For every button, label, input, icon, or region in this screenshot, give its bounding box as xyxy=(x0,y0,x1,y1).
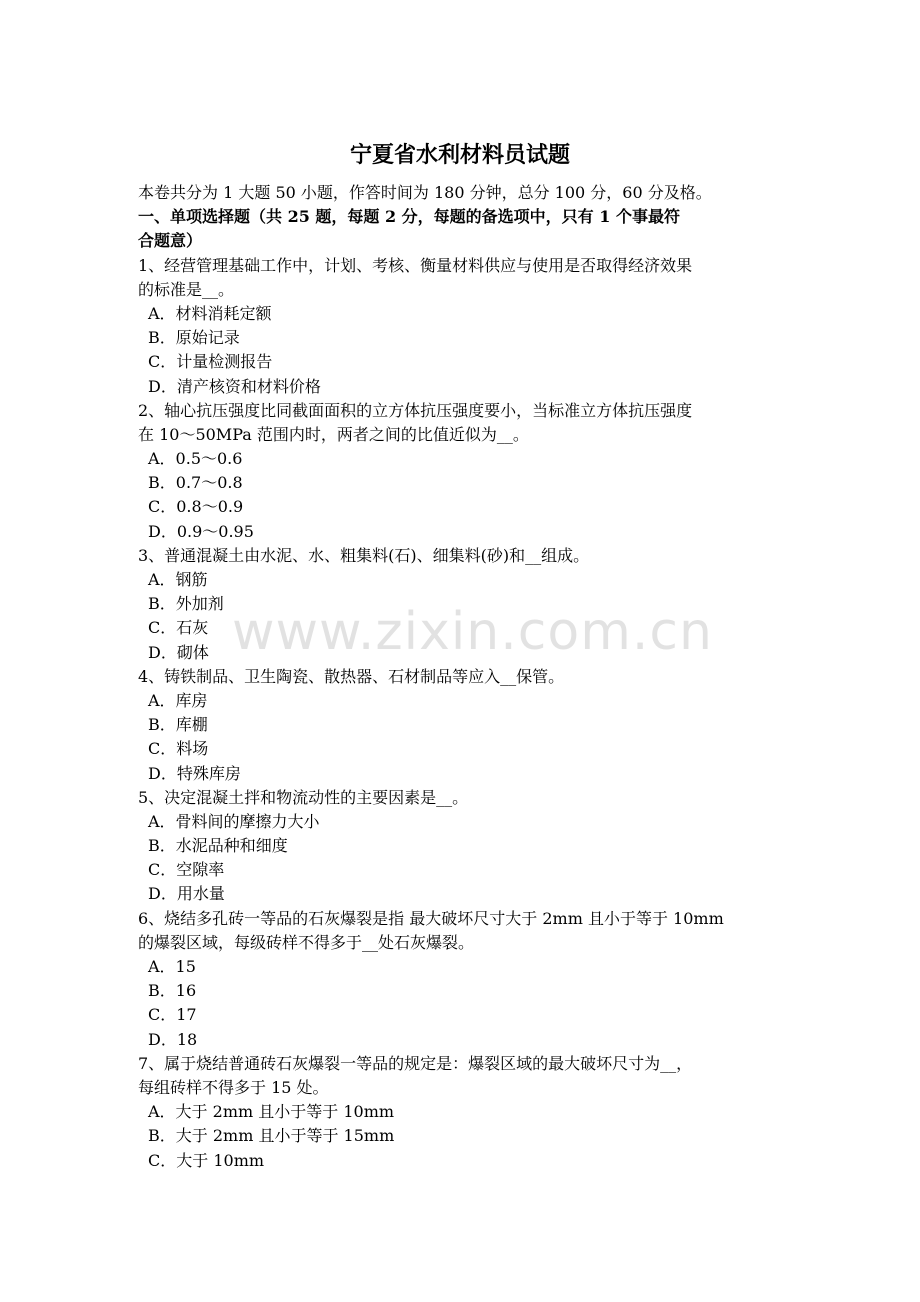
question-item xyxy=(138,1052,784,1173)
answer-option: C．石灰 xyxy=(148,618,209,638)
answer-option: A．骨料间的摩擦力大小 xyxy=(148,811,320,831)
answer-option: D．18 xyxy=(148,1029,198,1049)
answer-option: A．钢筋 xyxy=(148,570,208,589)
question-text: 在 10～50MPa 范围内时，两者之间的比值近似为__。 xyxy=(138,424,529,444)
section-heading-line-1: 一、单项选择题（共 25 题，每题 2 分，每题的备选项中，只有 1 个事最符 xyxy=(138,207,680,227)
question-text: 3、普通混凝土由水泥、水、粗集料(石)、细集料(砂)和__组成。 xyxy=(138,545,590,565)
answer-option: D．砌体 xyxy=(148,642,209,662)
answer-option: B．0.7～0.8 xyxy=(148,473,243,493)
question-text: 1、经营管理基础工作中，计划、考核、衡量材料供应与使用是否取得经济效果 xyxy=(138,255,693,275)
answer-option: B．原始记录 xyxy=(148,328,240,348)
answer-option: C．17 xyxy=(148,1005,197,1025)
question-item xyxy=(138,665,784,786)
answer-option: A．大于 2mm 且小于等于 10mm xyxy=(148,1102,395,1122)
answer-option: B．大于 2mm 且小于等于 15mm xyxy=(148,1126,395,1146)
question-item xyxy=(138,399,784,544)
answer-option: D．清产核资和材料价格 xyxy=(148,376,321,396)
question-text: 的标准是__。 xyxy=(138,279,235,299)
question-item xyxy=(138,907,784,1052)
question-text: 5、决定混凝土拌和物流动性的主要因素是__。 xyxy=(138,787,469,807)
answer-option: C．空隙率 xyxy=(148,860,225,880)
answer-option: C．料场 xyxy=(148,739,209,759)
answer-option: A．材料消耗定额 xyxy=(148,303,272,323)
answer-option: B．库棚 xyxy=(148,715,208,735)
answer-option: C．计量检测报告 xyxy=(148,352,273,372)
question-text: 的爆裂区域，每级砖样不得多于__处石灰爆裂。 xyxy=(138,932,475,952)
document-title: 宁夏省水利材料员试题 xyxy=(349,142,570,168)
answer-option: D．用水量 xyxy=(148,884,225,904)
question-text: 每组砖样不得多于 15 处。 xyxy=(138,1077,329,1097)
exam-intro: 本卷共分为 1 大题 50 小题，作答时间为 180 分钟，总分 100 分，60 分及格。 xyxy=(138,183,712,202)
question-item xyxy=(138,254,784,399)
answer-option: A．0.5～0.6 xyxy=(148,449,243,469)
answer-option: C．0.8～0.9 xyxy=(148,497,244,517)
answer-option: B．外加剂 xyxy=(148,594,224,614)
answer-option: D．特殊库房 xyxy=(148,763,241,783)
question-text: 6、烧结多孔砖一等品的石灰爆裂是指 最大破坏尺寸大于 2mm 且小于等于 10mm xyxy=(138,908,724,928)
answer-option: B．16 xyxy=(148,981,197,1001)
question-text: 2、轴心抗压强度比同截面面积的立方体抗压强度要小，当标准立方体抗压强度 xyxy=(138,400,693,420)
question-text: 7、属于烧结普通砖石灰爆裂一等品的规定是：爆裂区域的最大破坏尺寸为__， xyxy=(138,1053,693,1073)
question-text: 4、铸铁制品、卫生陶瓷、散热器、石材制品等应入__保管。 xyxy=(138,666,565,686)
document-body xyxy=(138,181,784,1173)
answer-option: A．库房 xyxy=(148,690,208,710)
question-list xyxy=(138,254,784,1173)
answer-option: B．水泥品种和细度 xyxy=(148,836,288,856)
watermark: www.zixin.com.cn xyxy=(232,602,713,662)
answer-option: A．15 xyxy=(148,957,196,976)
question-item xyxy=(138,786,784,907)
section-heading-line-2: 合题意） xyxy=(138,231,203,251)
answer-option: D．0.9～0.95 xyxy=(148,521,254,541)
answer-option: C．大于 10mm xyxy=(148,1150,265,1170)
